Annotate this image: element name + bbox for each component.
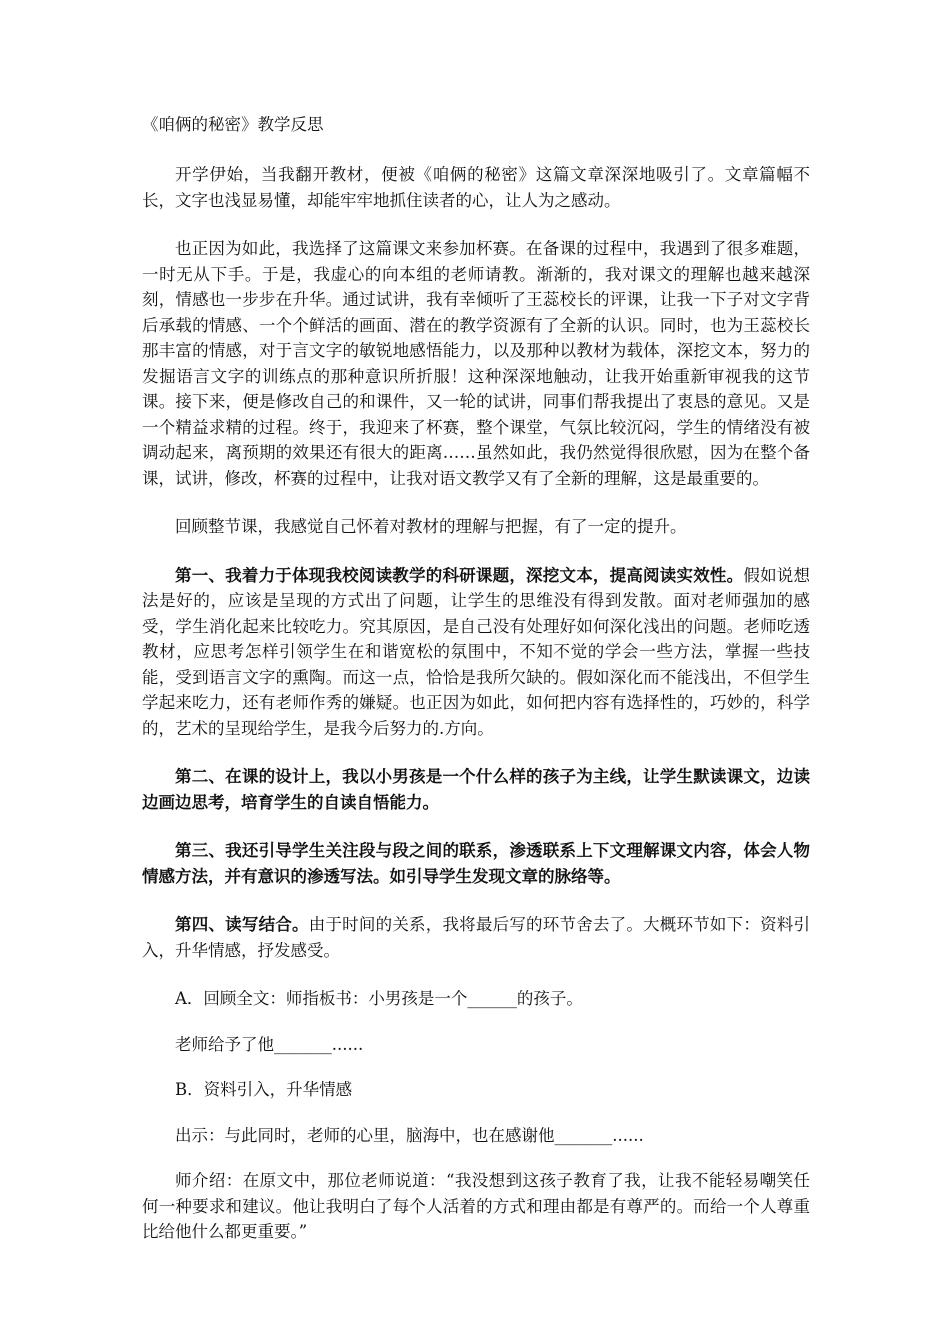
paragraph-7-bold: 第四、读写结合。 [175, 915, 309, 934]
document-page [142, 112, 810, 1268]
paragraph-5-bold: 第二、在课的设计上，我以小男孩是一个什么样的孩子为主线，让学生默读课文，边读边画边思考，培育学生的自读自悟能力。 [142, 767, 810, 812]
paragraph-10-text: B．资料引入，升华情感 [175, 1080, 353, 1099]
paragraph-6 [142, 838, 810, 889]
paragraph-5 [142, 764, 810, 815]
paragraph-2-text: 也正因为如此，我选择了这篇课文来参加杯赛。在备课的过程中，我遇到了很多难题，一时无从下手。于是，我虚心的向本组的老师请教。渐渐的，我对课文的理解也越来越深刻，情感也一步步在升华。通过试讲，我有幸倾听了王蕊校长的评课，让我一下子对文字背后承载的情感、一个个鲜活的画面、潜在的教学资源有了全新的认识。同时，也为王蕊校长那丰富的情感，对于言文字的敏锐地感悟能力，以及那种以教材为载体，深挖文本，努力的发掘语言文字的训练点的那种意识所折服！这种深深地触动，让我开始重新审视我的这节课。接下来，便是修改自己的和课件，又一轮的试讲，同事们帮我提出了衷恳的意见。又是一个精益求精的过程。终于，我迎来了杯赛，整个课堂，气氛比较沉闷，学生的情绪没有被调动起来，离预期的效果还有很大的距离……虽然如此，我仍然觉得很欣慰，因为在整个备课，试讲，修改，杯赛的过程中，让我对语文教学又有了全新的理解，这是最重要的。 [142, 239, 810, 488]
paragraph-3-text: 回顾整节课，我感觉自己怀着对教材的理解与把握，有了一定的提升。 [175, 517, 687, 536]
paragraph-1 [142, 162, 810, 213]
paragraph-1-text: 开学伊始，当我翻开教材，便被《咱俩的秘密》这篇文章深深地吸引了。文章篇幅不长，文字也浅显易懂，却能牢牢地抓住读者的心，让人为之感动。 [142, 165, 810, 210]
paragraph-4-text: 假如说想法是好的，应该是呈现的方式出了问题，让学生的思维没有得到发散。面对老师强加的感受，学生消化起来比较吃力。究其原因，是自己没有处理好如何深化浅出的问题。老师吃透教材，应思考怎样引领学生在和谐宽松的氛围中，不知不觉的学会一些方法，掌握一些技能，受到语言文字的熏陶。而这一点，恰恰是我所欠缺的。假如深化而不能浅出，不但学生学起来吃力，还有老师作秀的嫌疑。也正因为如此，如何把内容有选择性的，巧妙的，科学的，艺术的呈现给学生，是我今后努力的.方向。 [142, 565, 811, 738]
paragraph-7-text: 由于时间的关系，我将最后写的环节舍去了。大概环节如下：资料引入，升华情感，抒发感受。 [142, 915, 811, 960]
paragraph-11 [142, 1123, 810, 1149]
paragraph-6-bold: 第三、我还引导学生关注段与段之间的联系，渗透联系上下文理解课文内容，体会人物情感方法，并有意识的渗透写法。如引导学生发现文章的脉络等。 [142, 841, 810, 886]
paragraph-3 [142, 514, 810, 540]
paragraph-4 [142, 563, 810, 742]
paragraph-9 [142, 1032, 810, 1058]
paragraph-8 [142, 986, 810, 1012]
paragraph-12 [142, 1168, 810, 1245]
paragraph-4-bold: 第一、我着力于体现我校阅读教学的科研课题，深挖文本，提高阅读实效性。 [175, 565, 744, 585]
paragraph-11-text: 出示：与此同时，老师的心里，脑海中，也在感谢他_______...... [175, 1125, 644, 1145]
paragraph-7 [142, 912, 810, 963]
paragraph-2 [142, 236, 810, 491]
paragraph-12-text: 师介绍：在原文中，那位老师说道：“我没想到这孩子教育了我，让我不能轻易嘲笑任何一种要求和建议。他让我明白了每个人活着的方式和理由都是有尊严的。而给一个人尊重比给他什么都更重要。” [142, 1171, 810, 1241]
paragraph-10 [142, 1077, 810, 1103]
paragraph-8-text: A．回顾全文：师指板书：小男孩是一个______的孩子。 [175, 989, 583, 1008]
document-title: 《咱俩的秘密》教学反思 [142, 115, 324, 134]
paragraph-9-text: 老师给予了他_______...... [175, 1034, 364, 1054]
